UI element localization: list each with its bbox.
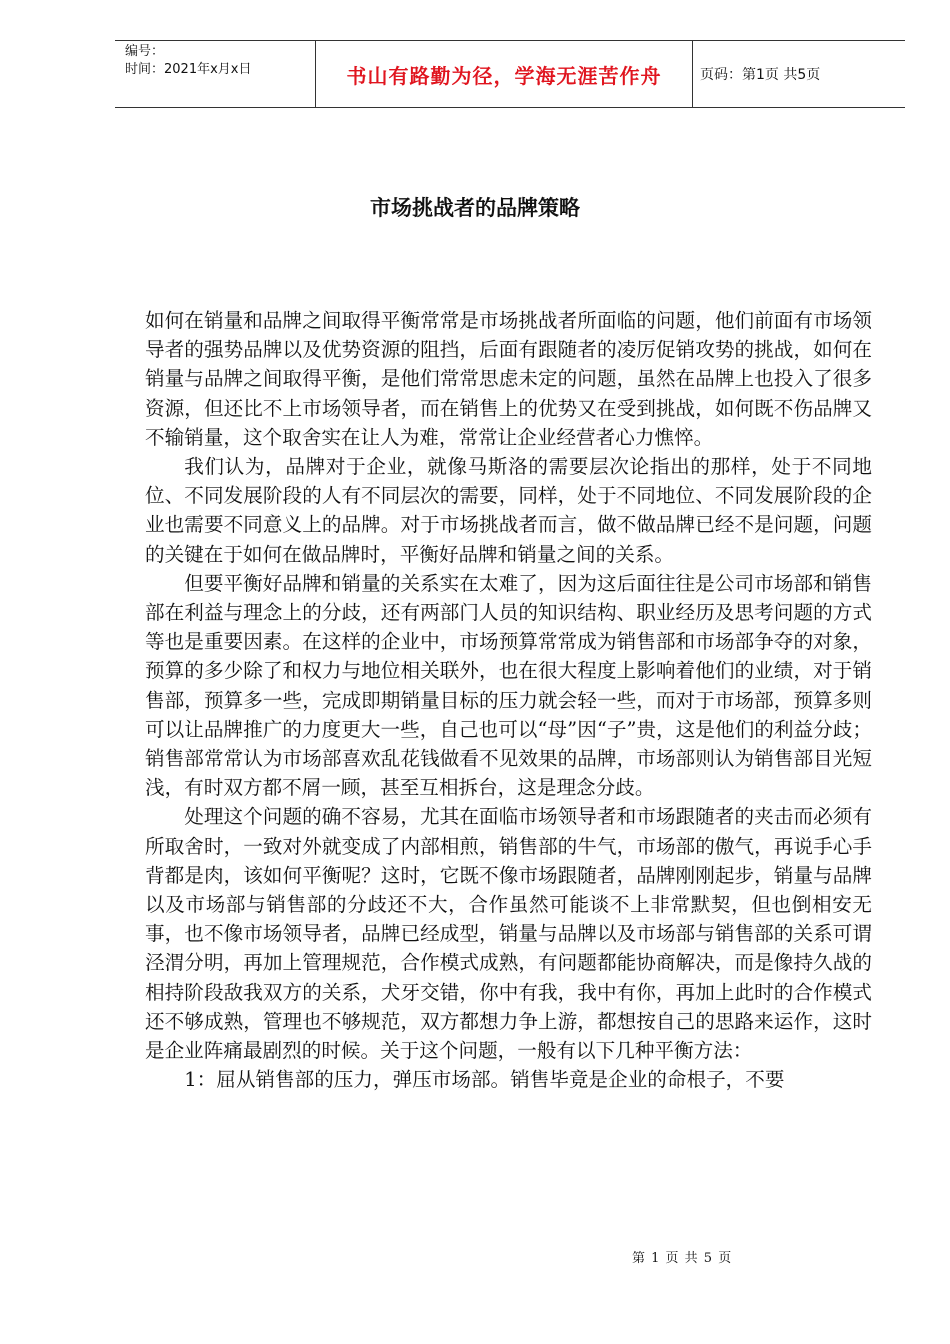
document-body xyxy=(145,306,872,1094)
header-motto: 书山有路勤为径，学海无涯苦作舟 xyxy=(315,41,693,107)
page-footer: 第 1 页 共 5 页 xyxy=(632,1251,733,1266)
document-number-label: 编号： xyxy=(125,44,165,59)
page-header xyxy=(115,40,905,108)
paragraph: 如何在销量和品牌之间取得平衡常常是市场挑战者所面临的问题，他们前面有市场领导者的强势品牌以及优势资源的阻挡，后面有跟随者的凌厉促销攻势的挑战，如何在销量与品牌之间取得平衡，是他们常常思虑未定的问题，虽然在品牌上也投入了很多资源，但还比不上市场领导者，而在销售上的优势又在受到挑战，如何既不伤品牌又不输销量，这个取舍实在让人为难，常常让企业经营者心力憔悴。 xyxy=(145,309,872,449)
paragraph: 但要平衡好品牌和销量的关系实在太难了，因为这后面往往是公司市场部和销售部在利益与理念上的分歧，还有两部门人员的知识结构、职业经历及思考问题的方式等也是重要因素。在这样的企业中，市场预算常常成为销售部和市场部争夺的对象，预算的多少除了和权力与地位相关联外，也在很大程度上影响着他们的业绩，对于销售部，预算多一些，完成即期销量目标的压力就会轻一些，而对于市场部，预算多则可以让品牌推广的力度更大一些，自己也可以“母”因“子”贵，这是他们的利益分歧；销售部常常认为市场部喜欢乱花钱做看不见效果的品牌，市场部则认为销售部目光短浅，有时双方都不屑一顾，甚至互相拆台，这是理念分歧。 xyxy=(145,571,872,800)
document-title: 市场挑战者的品牌策略 xyxy=(370,196,580,220)
paragraph: 处理这个问题的确不容易，尤其在面临市场领导者和市场跟随者的夹击而必须有所取舍时，一致对外就变成了内部相煎，销售部的牛气，市场部的傲气，再说手心手背都是肉，该如何平衡呢？这时，它既不像市场跟随者，品牌刚刚起步，销量与品牌以及市场部与销售部的分歧还不大，合作虽然可能谈不上非常默契，但也倒相安无事，也不像市场领导者，品牌已经成型，销量与品牌以及市场部与销售部的关系可谓泾渭分明，再加上管理规范，合作模式成熟，有问题都能协商解决，而是像持久战的相持阶段敌我双方的关系，犬牙交错，你中有我，我中有你，再加上此时的合作模式还不够成熟，管理也不够规范，双方都想力争上游，都想按自己的思路来运作，这时是企业阵痛最剧烈的时候。关于这个问题，一般有以下几种平衡方法： xyxy=(145,805,872,1063)
header-page-info: 页码：第1页 共5页 xyxy=(700,67,821,83)
document-time-label: 时间：2021年x月x日 xyxy=(125,62,252,77)
header-meta xyxy=(115,41,315,107)
paragraph: 1：屈从销售部的压力，弹压市场部。销售毕竟是企业的命根子，不要 xyxy=(184,1068,785,1092)
paragraph: 我们认为，品牌对于企业，就像马斯洛的需要层次论指出的那样，处于不同地位、不同发展阶段的人有不同层次的需要，同样，处于不同地位、不同发展阶段的企业也需要不同意义上的品牌。对于市场挑战者而言，做不做品牌已经不是问题，问题的关键在于如何在做品牌时，平衡好品牌和销量之间的关系。 xyxy=(145,455,872,566)
